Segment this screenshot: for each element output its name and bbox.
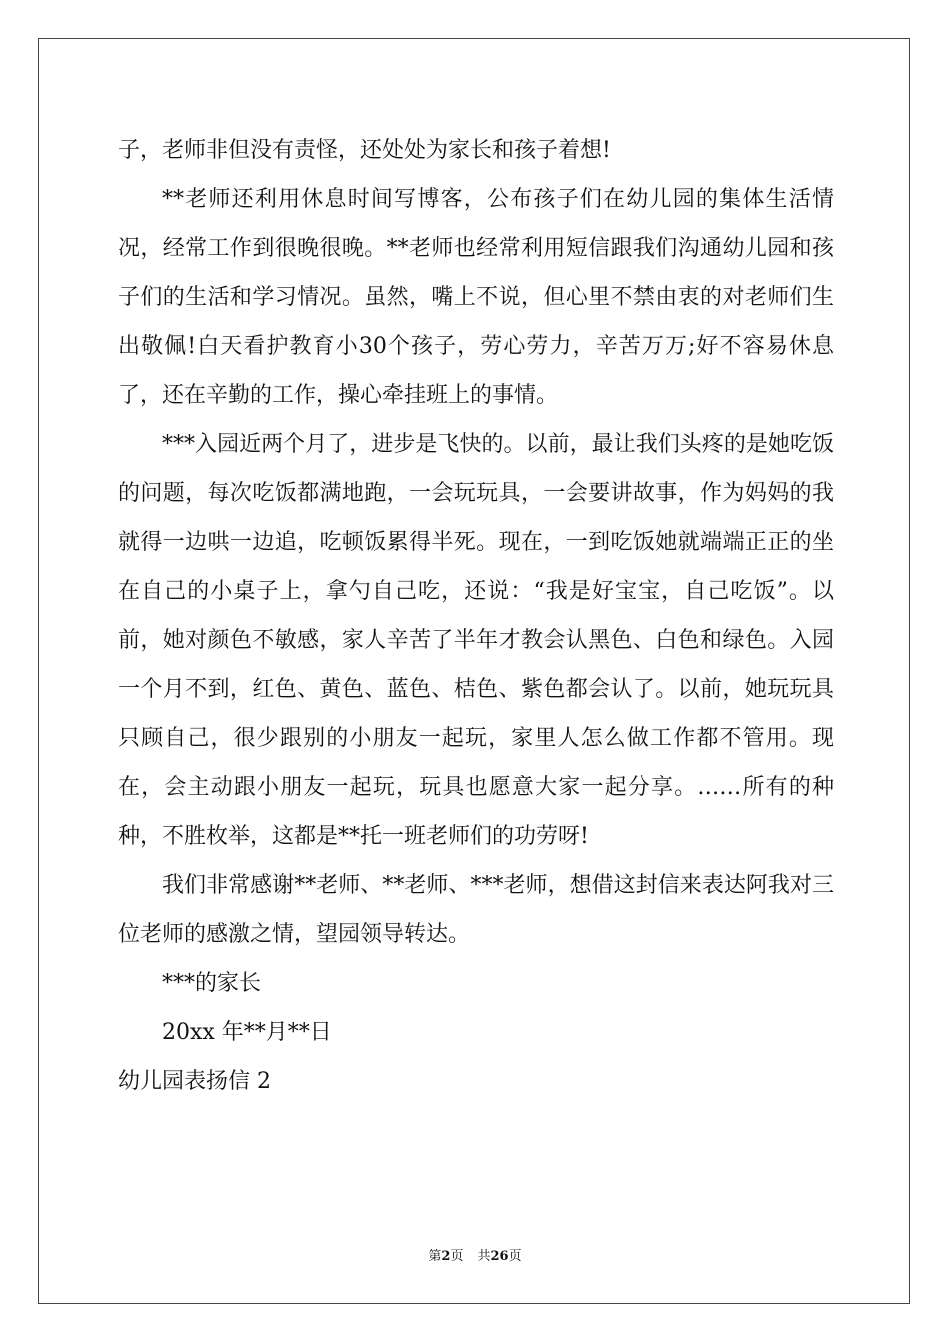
date-line: 20xx 年**月**日: [162, 1020, 332, 1045]
page-prefix: 第: [428, 1249, 442, 1264]
total-suffix: 页: [508, 1249, 522, 1264]
paragraph-blog: **老师还利用休息时间写博客，公布孩子们在幼儿园的集体生活情况，经常工作到很晚很晚。**老师也经常利用短信跟我们沟通幼儿园和孩子们的生活和学习情况。虽然，嘴上不说，但心里不禁由衷的对老师们生出敬佩!白天看护教育小30个孩子，劳心劳力，辛苦万万;好不容易休息了，还在辛勤的工作，操心牵挂班上的事情。: [118, 187, 834, 408]
paragraph-thanks: 我们非常感谢**老师、**老师、***老师，想借这封信来表达阿我对三位老师的感激之情，望园领导转达。: [118, 873, 834, 947]
next-letter-heading: 幼儿园表扬信 2: [118, 1069, 271, 1094]
signature: ***的家长: [162, 971, 262, 996]
page-footer: [0, 1248, 950, 1266]
total-prefix: 共: [477, 1249, 491, 1264]
document-body: [118, 126, 834, 1106]
page-number: 2: [441, 1249, 451, 1264]
paragraph-progress: ***入园近两个月了，进步是飞快的。以前，最让我们头疼的是她吃饭的问题，每次吃饭都满地跑，一会玩玩具，一会要讲故事，作为妈妈的我就得一边哄一边追，吃顿饭累得半死。现在，一到吃饭她就端端正正的坐在自己的小桌子上，拿勺自己吃，还说：“我是好宝宝，自己吃饭”。以前，她对颜色不敏感，家人辛苦了半年才教会认黑色、白色和绿色。入园一个月不到，红色、黄色、蓝色、桔色、紫色都会认了。以前，她玩玩具只顾自己，很少跟别的小朋友一起玩，家里人怎么做工作都不管用。现在，会主动跟小朋友一起玩，玩具也愿意大家一起分享。……所有的种种，不胜枚举，这都是**托一班老师们的功劳呀!: [118, 432, 834, 849]
paragraph-continuation: 子，老师非但没有责怪，还处处为家长和孩子着想!: [118, 138, 611, 163]
total-pages: 26: [490, 1249, 509, 1264]
page-suffix: 页: [450, 1249, 464, 1264]
